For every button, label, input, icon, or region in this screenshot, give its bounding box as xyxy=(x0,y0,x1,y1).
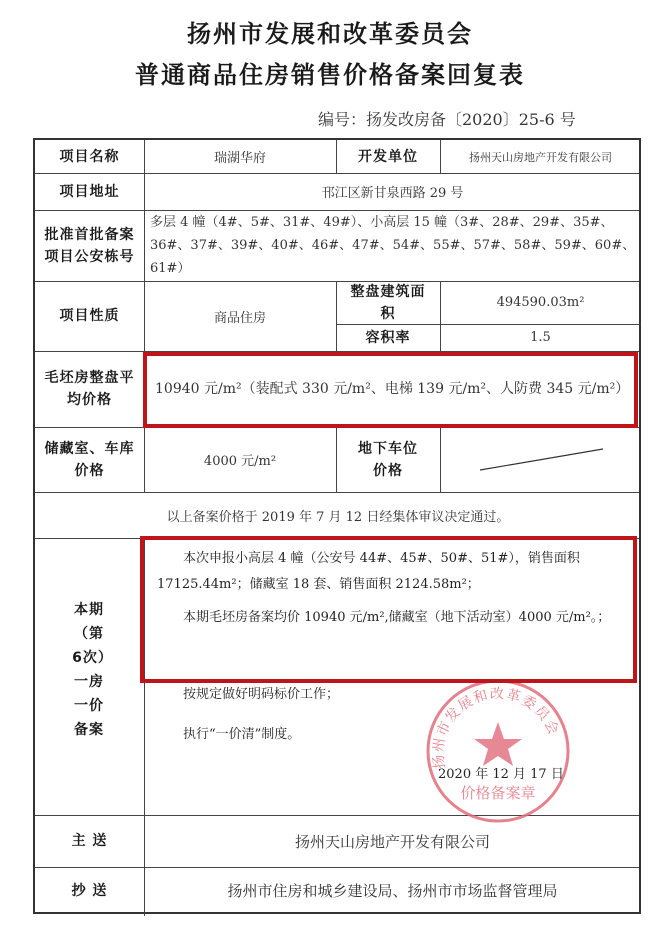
project-nature-label: 项目性质 xyxy=(59,308,120,324)
seal-inner-text: 价格备案章 xyxy=(460,784,536,802)
document-title: 扬州市发展和改革委员会 xyxy=(187,20,473,48)
developer-value: 扬州天山房地产开发有限公司 xyxy=(469,150,612,164)
developer-label: 开发单位 xyxy=(358,148,418,165)
plot-ratio-label: 容积率 xyxy=(365,329,411,346)
project-name-value: 瑞湖华府 xyxy=(213,151,266,166)
filing-date: 2020 年 12 月 17 日 xyxy=(438,767,564,782)
parking-empty-slash xyxy=(440,427,641,492)
avg-price-value: 10940 元/m²（装配式 330 元/m²、电梯 139 元/m²、人防费 345 元/m²） xyxy=(155,381,630,397)
project-address-label: 项目地址 xyxy=(59,183,120,200)
storage-label: 储藏室、车库价格 xyxy=(44,440,135,479)
copy-send-label: 抄 送 xyxy=(71,882,108,899)
parking-label: 地下车位价格 xyxy=(358,440,418,479)
current-period-para3: 按规定做好明码标价工作； xyxy=(183,687,340,702)
total-area-value: 494590.03m² xyxy=(496,295,585,310)
current-period-para2: 本期毛坯房备案均价 10940 元/m²,储藏室（地下活动室）4000 元/m²。； xyxy=(183,610,611,625)
project-name-label: 项目名称 xyxy=(59,148,120,165)
document-subtitle: 普通商品住房销售价格备案回复表 xyxy=(135,61,525,89)
main-send-value: 扬州天山房地产开发有限公司 xyxy=(294,832,490,851)
approval-note: 以上备案价格于 2019 年 7 月 12 日经集体审议决定通过。 xyxy=(166,509,510,525)
buildings-label: 批准首批备案项目公安栋号 xyxy=(44,226,135,265)
copy-send-value: 扬州市住房和城乡建设局、扬州市市场监督管理局 xyxy=(227,882,558,900)
document-number: 编号：扬发改房备〔2020〕25-6 号 xyxy=(318,110,576,129)
current-period-para1: 本次申报小高层 4 幢（公安号 44#、45#、50#、51#），销售面积 17125.44m²；储藏室 18 套、销售面积 2124.58m²； xyxy=(157,551,580,592)
current-period-para4: 执行“一价清”制度。 xyxy=(183,727,301,742)
seal-star-icon xyxy=(474,722,522,766)
highlight-current-period xyxy=(140,536,637,683)
column-divider xyxy=(336,427,337,492)
current-period-label: 本期（第6次）一房一价备案 xyxy=(72,602,106,738)
avg-price-label: 毛坯房整盘平均价格 xyxy=(44,370,135,408)
project-address-value: 邗江区新甘泉西路 29 号 xyxy=(321,186,464,201)
total-area-label: 整盘建筑面积 xyxy=(350,283,426,322)
project-nature-value: 商品住房 xyxy=(213,310,266,326)
highlight-avg-price xyxy=(143,352,638,428)
buildings-value: 多层 4 幢（4#、5#、31#、49#）、小高层 15 幢（3#、28#、29#、35#、36#、37#、39#、40#、46#、47#、54#、55#、57#、58#、59#、60#、61#） xyxy=(150,215,636,276)
storage-value: 4000 元/m² xyxy=(203,454,277,469)
main-send-label: 主 送 xyxy=(71,833,108,849)
official-seal xyxy=(423,676,573,826)
plot-ratio-value: 1.5 xyxy=(530,330,551,345)
seal-outer-text: 扬州市发展和改革委员会 xyxy=(430,686,562,770)
